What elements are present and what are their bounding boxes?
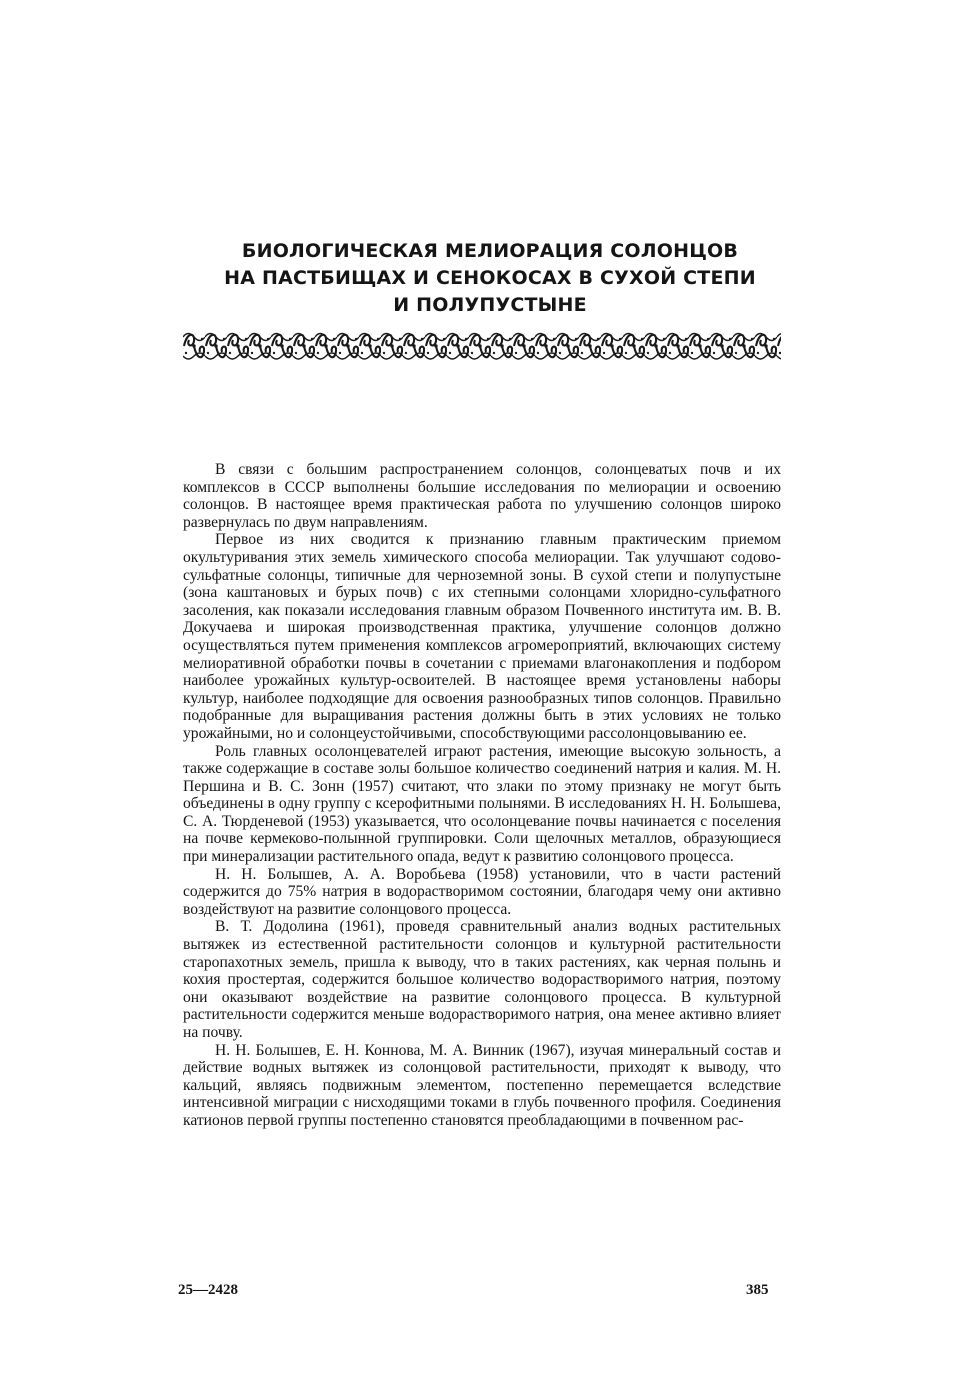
page-number: 385 <box>746 1282 769 1298</box>
title-line-3: И ПОЛУПУСТЫНЕ <box>393 294 587 316</box>
paragraph-4: Н. Н. Болышев, А. А. Воробьева (1958) установили, что в части растений содержится до 75% натрия в водорастворимом состоянии, благодаря чему они активно воздействуют на развитие солонцового процесса. <box>183 865 781 918</box>
title-line-2: НА ПАСТБИЩАХ И СЕНОКОСАХ В СУХОЙ СТЕПИ <box>224 267 756 289</box>
paragraph-6: Н. Н. Болышев, Е. Н. Коннова, М. А. Винник (1967), изучая минеральный состав и действие водных вытяжек из солонцовой растительности, приходят к выводу, что кальций, являясь подвижным элементом, постепенно перемещается вследствие интенсивной миграции с нисходящими токами в глубь почвенного профиля. Соединения катионов первой группы постепенно становятся преобладающими в почвенном рас- <box>183 1041 781 1129</box>
title-line-1: БИОЛОГИЧЕСКАЯ МЕЛИОРАЦИЯ СОЛОНЦОВ <box>241 240 739 262</box>
article-title <box>180 238 800 319</box>
paragraph-5: В. Т. Додолина (1961), проведя сравнительный анализ водных растительных вытяжек из естественной растительности солонцов и культурной растительности старопахотных земель, пришла к выводу, что в таких растениях, как черная полынь и кохия простертая, содержится большое количество водорастворимого натрия, поэтому они оказывают воздействие на развитие солонцового процесса. В культурной растительности содержится меньше водорастворимого натрия, она менее активно влияет на почву. <box>183 918 781 1041</box>
paragraph-2: Первое из них сводится к признанию главным практическим приемом окультуривания этих земель химического способа мелиорации. Так улучшают содово-сульфатные солонцы, типичные для черноземной зоны. В сухой степи и полупустыне (зона каштановых и бурых почв) с их степными солонцами хлоридно-сульфатного засоления, как показали исследования главным образом Почвенного института им. В. В. Докучаева и широкая производственная практика, улучшение солонцов должно осуществляться путем применения комплексов агромероприятий, включающих систему мелиоративной обработки почвы в сочетании с приемами влагонакопления и подбором наиболее урожайных культур-освоителей. В настоящее время установлены наборы культур, наиболее подходящие для освоения разнообразных типов солонцов. Правильно подобранные для выращивания растения должны быть в этих условиях не только урожайными, но и солонцеустойчивыми, способствующими рассолонцовыванию ее. <box>183 531 781 742</box>
article-body <box>183 461 781 1130</box>
paragraph-3: Роль главных осолонцевателей играют растения, имеющие высокую зольность, а также содержащие в составе золы большое количество соединений натрия и калия. М. Н. Першина и В. С. Зонн (1957) считают, что злаки по этому признаку не могут быть объединены в одну группу с ксерофитными полынями. В исследованиях Н. Н. Болышева, С. А. Тюрденевой (1953) указывается, что осолонцевание почвы начинается с поселения на почве кермеково-полынной группировки. Соли щелочных металлов, образующиеся при минерализации растительного опада, ведут к развитию солонцового процесса. <box>183 742 781 866</box>
ornament-icon <box>183 329 781 363</box>
paragraph-1: В связи с большим распространением солонцов, солонцеватых почв и их комплексов в СССР выполнены большие исследования по мелиорации и освоению солонцов. В настоящее время практическая работа по улучшению солонцов широко развернулась по двум направлениям. <box>183 461 781 531</box>
printer-signature: 25—2428 <box>178 1282 238 1298</box>
